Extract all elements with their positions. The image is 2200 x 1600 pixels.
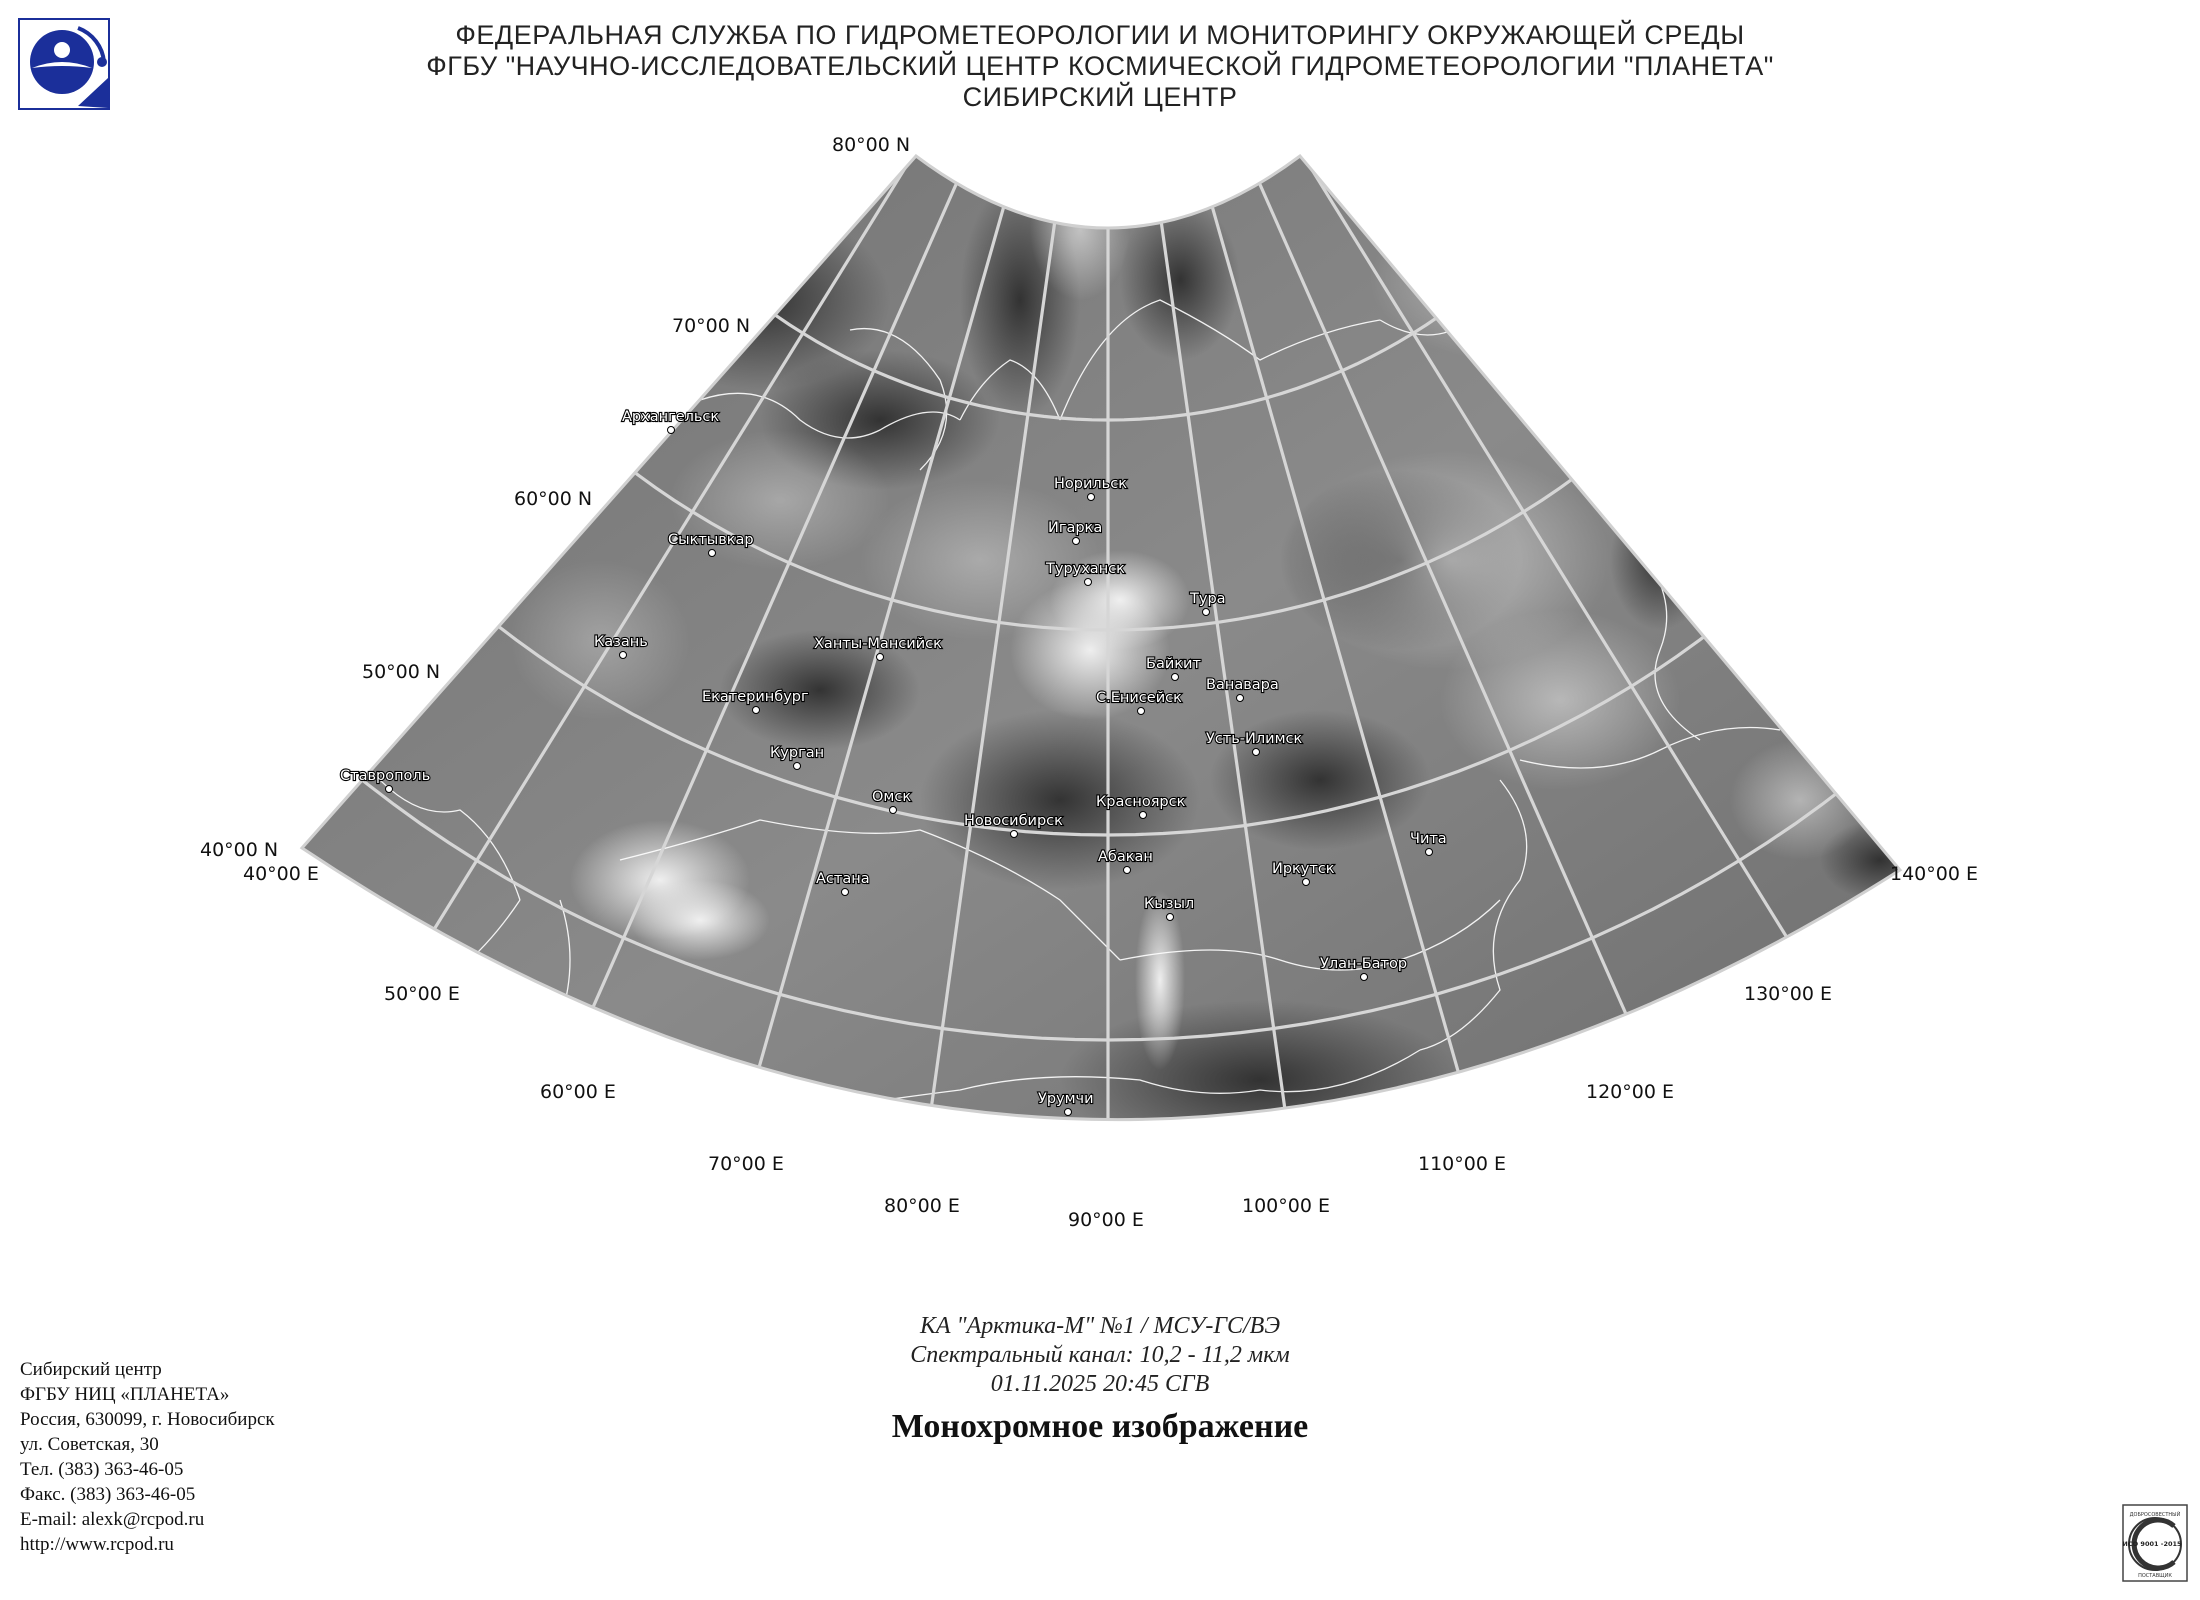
- city-label: Усть-Илимск: [1206, 731, 1303, 747]
- city-label: Красноярск: [1096, 794, 1186, 810]
- city-label: С.Енисейск: [1096, 690, 1182, 706]
- header-line-3: СИБИРСКИЙ ЦЕНТР: [962, 82, 1238, 112]
- contact-line: Сибирский центр: [20, 1359, 162, 1380]
- city-label: Ванавара: [1206, 677, 1279, 693]
- city-label: Кызыл: [1144, 896, 1195, 912]
- city-label: Ханты-Мансийск: [814, 636, 942, 652]
- lat-label-50: 50°00 N: [362, 661, 441, 683]
- contact-line: Факс. (383) 363-46-05: [20, 1484, 196, 1505]
- header-line-1: ФЕДЕРАЛЬНАЯ СЛУЖБА ПО ГИДРОМЕТЕОРОЛОГИИ И МОНИТОРИНГУ ОКРУЖАЮЩЕЙ СРЕДЫ: [455, 20, 1745, 50]
- iso-top-text: ДОБРОСОВЕСТНЫЙ: [2129, 1512, 2181, 1518]
- city-label: Екатеринбург: [702, 689, 809, 705]
- caption-satellite: КА "Арктика-М" №1 / МСУ-ГС/ВЭ: [919, 1313, 1281, 1339]
- city-label: Астана: [816, 871, 870, 887]
- iso-bottom-text: ПОСТАВЩИК: [2138, 1573, 2172, 1579]
- city-label: Курган: [770, 745, 825, 761]
- lon-label-80: 80°00 E: [884, 1195, 960, 1217]
- lon-label-100: 100°00 E: [1242, 1195, 1330, 1217]
- city-label: Иркутск: [1272, 861, 1335, 877]
- city-label: Ставрополь: [340, 768, 431, 784]
- lon-label-70: 70°00 E: [708, 1153, 784, 1175]
- caption-channel: Спектральный канал: 10,2 - 11,2 мкм: [910, 1342, 1290, 1368]
- city-label: Сыктывкар: [668, 532, 754, 548]
- lon-label-130: 130°00 E: [1744, 983, 1832, 1005]
- city-label: Абакан: [1098, 849, 1153, 865]
- caption-datetime: 01.11.2025 20:45 СГВ: [990, 1371, 1210, 1397]
- city-label: Казань: [594, 634, 648, 650]
- lon-label-140: 140°00 E: [1890, 863, 1978, 885]
- contact-email[interactable]: E-mail: alexk@rcpod.ru: [20, 1509, 205, 1530]
- lon-label-40: 40°00 E: [243, 863, 319, 885]
- iso-center-text: ИСО 9001 -2015: [2122, 1540, 2182, 1548]
- contact-line: ФГБУ НИЦ «ПЛАНЕТА»: [20, 1384, 230, 1405]
- header-line-2: ФГБУ "НАУЧНО-ИССЛЕДОВАТЕЛЬСКИЙ ЦЕНТР КОСМИЧЕСКОЙ ГИДРОМЕТЕОРОЛОГИИ "ПЛАНЕТА": [426, 51, 1774, 81]
- city-label: Новосибирск: [964, 813, 1063, 829]
- lat-label-60: 60°00 N: [514, 488, 593, 510]
- lon-label-110: 110°00 E: [1418, 1153, 1506, 1175]
- contact-line: ул. Советская, 30: [20, 1434, 159, 1455]
- city-label: Улан-Батор: [1320, 956, 1408, 972]
- contact-block: [20, 1357, 275, 1557]
- city-label: Омск: [872, 789, 912, 805]
- city-label: Норильск: [1054, 476, 1127, 492]
- lat-label-70: 70°00 N: [672, 315, 751, 337]
- city-label: Игарка: [1048, 520, 1103, 536]
- lon-label-50: 50°00 E: [384, 983, 460, 1005]
- contact-website[interactable]: http://www.rcpod.ru: [20, 1534, 174, 1555]
- city-label: Туруханск: [1046, 561, 1125, 577]
- city-label: Урумчи: [1038, 1091, 1094, 1107]
- lon-label-120: 120°00 E: [1586, 1081, 1674, 1103]
- city-label: Тура: [1190, 591, 1226, 607]
- city-label: Чита: [1410, 831, 1447, 847]
- lon-label-90: 90°00 E: [1068, 1209, 1144, 1231]
- iso-badge: [2122, 1504, 2188, 1582]
- city-label: Байкит: [1146, 656, 1201, 672]
- caption-title: Монохромное изображение: [891, 1408, 1309, 1445]
- lat-label-40: 40°00 N: [200, 839, 279, 861]
- city-label: Архангельск: [622, 409, 720, 425]
- lat-label-80: 80°00 N: [832, 134, 911, 156]
- contact-line: Россия, 630099, г. Новосибирск: [20, 1409, 275, 1430]
- lon-label-60: 60°00 E: [540, 1081, 616, 1103]
- contact-line: Тел. (383) 363-46-05: [20, 1459, 184, 1480]
